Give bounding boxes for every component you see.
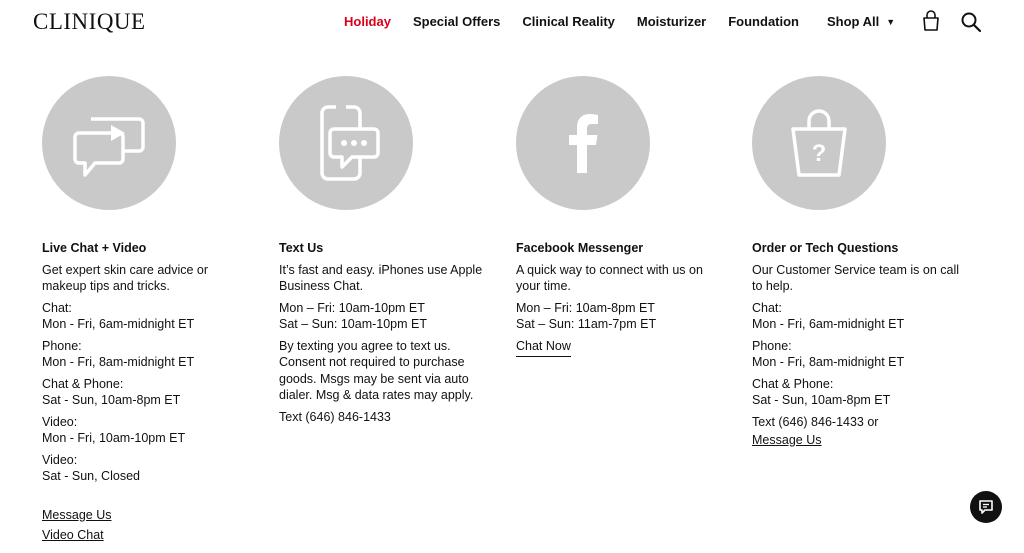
svg-text:?: ? [811,140,827,167]
hours-video-weekday: Video: Mon - Fri, 10am-10pm ET [42,414,186,445]
search-icon[interactable] [960,11,982,33]
video-chat-icon [42,76,176,210]
facebook-messenger-section [516,76,736,357]
section-title: Order or Tech Questions [752,241,899,255]
hours-video-weekend: Video: Sat - Sun, Closed [42,452,140,483]
text-number: Text (646) 846-1433 [279,409,391,424]
message-us-link[interactable]: Message Us [42,507,112,522]
order-tech-questions-section [752,76,992,453]
messenger-hours: Mon – Fri: 10am-8pm ET Sat – Sun: 11am-7pm ET [516,300,657,331]
nav-clinical-reality[interactable]: Clinical Reality [522,14,615,29]
hours-chat: Chat: Mon - Fri, 6am-midnight ET [42,300,195,331]
shop-all-label: Shop All [827,14,880,29]
hours-chat-phone: Chat & Phone: Sat - Sun, 10am-8pm ET [42,376,181,407]
text-us-section [279,76,499,430]
section-title: Text Us [279,241,324,255]
nav-foundation[interactable]: Foundation [728,14,799,29]
message-us-link[interactable]: Message Us [752,433,822,447]
nav-holiday[interactable]: Holiday [344,14,391,29]
intro-text: Get expert skin care advice or makeup tips and tricks. [42,262,209,293]
intro-text: A quick way to connect with us on your time. [516,262,703,293]
hours-chat-phone: Chat & Phone: Sat - Sun, 10am-8pm ET [752,376,891,407]
chat-bubble-icon [978,499,994,515]
nav-shop-all[interactable] [827,14,895,29]
shopping-bag-question-icon [752,76,886,210]
caret-down-icon: ▼ [886,16,896,27]
intro-text: Our Customer Service team is on call to help. [752,262,960,293]
clinique-logo[interactable]: CLINIQUE [33,9,146,34]
text-consent: By texting you agree to text us. Consent not required to purchase goods. Msgs may be sent via auto dialer. Msg & data rates may apply. [279,338,474,402]
chat-widget-button[interactable] [970,491,1002,523]
hours-phone: Phone: Mon - Fri, 8am-midnight ET [42,338,195,369]
text-message-phone-icon [279,76,413,210]
shopping-bag-icon[interactable] [921,10,941,32]
hours-chat: Chat: Mon - Fri, 6am-midnight ET [752,300,905,331]
section-title: Live Chat + Video [42,241,147,255]
chat-now-link[interactable]: Chat Now [516,338,571,358]
hours-phone: Phone: Mon - Fri, 8am-midnight ET [752,338,905,369]
facebook-icon [516,76,650,210]
text-hours: Mon – Fri: 10am-10pm ET Sat – Sun: 10am-10pm ET [279,300,427,331]
intro-text: It’s fast and easy. iPhones use Apple Business Chat. [279,262,483,293]
main-nav [344,14,895,29]
nav-moisturizer[interactable]: Moisturizer [636,14,707,29]
nav-special-offers[interactable]: Special Offers [412,14,501,29]
video-chat-link[interactable]: Video Chat [42,528,104,542]
section-title: Facebook Messenger [516,241,644,255]
live-chat-video-section [42,76,262,548]
text-number: Text (646) 846-1433 or [752,414,879,429]
